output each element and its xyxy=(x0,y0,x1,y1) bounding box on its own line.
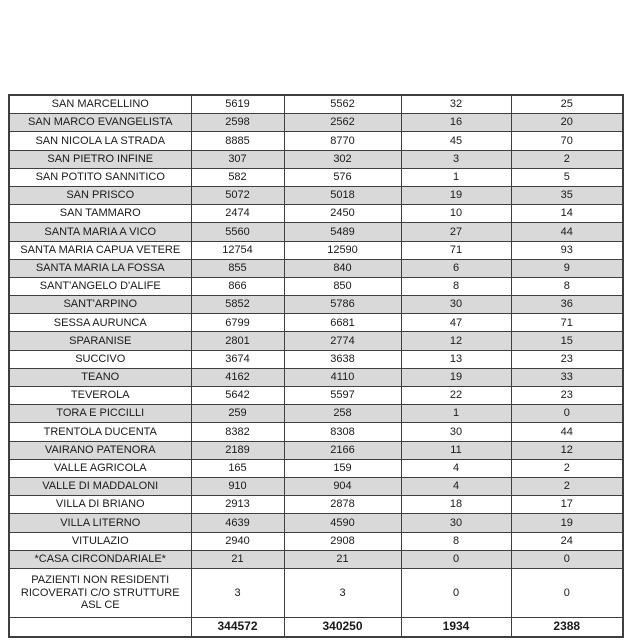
municipality-name-cell: VILLA LITERNO xyxy=(9,514,191,532)
municipality-name-cell: VILLA DI BRIANO xyxy=(9,496,191,514)
value-cell: 13 xyxy=(401,350,511,368)
value-cell: 4590 xyxy=(284,514,401,532)
value-cell: 5619 xyxy=(191,95,284,114)
table-row xyxy=(9,350,623,368)
table-row xyxy=(9,459,623,477)
municipality-name-cell: SAN NICOLA LA STRADA xyxy=(9,132,191,150)
value-cell: 5562 xyxy=(284,95,401,114)
value-cell: 258 xyxy=(284,405,401,423)
municipality-name-cell: SAN PIETRO INFINE xyxy=(9,150,191,168)
value-cell: 12754 xyxy=(191,241,284,259)
value-cell: 0 xyxy=(401,568,511,617)
totals-empty-cell xyxy=(9,617,191,637)
value-cell: 25 xyxy=(511,95,623,114)
value-cell: 12 xyxy=(511,441,623,459)
table-row xyxy=(9,241,623,259)
table-row xyxy=(9,314,623,332)
municipality-name-cell: *CASA CIRCONDARIALE* xyxy=(9,550,191,568)
table-row xyxy=(9,568,623,617)
value-cell: 5018 xyxy=(284,186,401,204)
value-cell: 2774 xyxy=(284,332,401,350)
value-cell: 24 xyxy=(511,532,623,550)
value-cell: 5852 xyxy=(191,296,284,314)
value-cell: 3 xyxy=(191,568,284,617)
table-row xyxy=(9,423,623,441)
value-cell: 6 xyxy=(401,259,511,277)
value-cell: 2913 xyxy=(191,496,284,514)
value-cell: 93 xyxy=(511,241,623,259)
value-cell: 9 xyxy=(511,259,623,277)
value-cell: 14 xyxy=(511,205,623,223)
value-cell: 165 xyxy=(191,459,284,477)
value-cell: 12590 xyxy=(284,241,401,259)
value-cell: 866 xyxy=(191,277,284,295)
municipality-name-cell: SUCCIVO xyxy=(9,350,191,368)
value-cell: 30 xyxy=(401,423,511,441)
value-cell: 2189 xyxy=(191,441,284,459)
municipality-name-cell: SANTA MARIA CAPUA VETERE xyxy=(9,241,191,259)
totals-value-cell: 1934 xyxy=(401,617,511,637)
value-cell: 35 xyxy=(511,186,623,204)
value-cell: 850 xyxy=(284,277,401,295)
value-cell: 4 xyxy=(401,477,511,495)
value-cell: 840 xyxy=(284,259,401,277)
value-cell: 2908 xyxy=(284,532,401,550)
table-row xyxy=(9,496,623,514)
value-cell: 21 xyxy=(191,550,284,568)
value-cell: 8 xyxy=(401,532,511,550)
totals-value-cell: 2388 xyxy=(511,617,623,637)
value-cell: 904 xyxy=(284,477,401,495)
municipality-name-cell: SESSA AURUNCA xyxy=(9,314,191,332)
table-row xyxy=(9,150,623,168)
value-cell: 19 xyxy=(401,186,511,204)
municipality-name-cell: PAZIENTI NON RESIDENTI RICOVERATI C/O STRUTTURE ASL CE xyxy=(9,568,191,617)
municipality-name-cell: SAN MARCELLINO xyxy=(9,95,191,114)
municipality-name-cell: TEANO xyxy=(9,368,191,386)
table-row xyxy=(9,405,623,423)
value-cell: 19 xyxy=(401,368,511,386)
municipality-name-cell: SANT'ARPINO xyxy=(9,296,191,314)
totals-row xyxy=(9,617,623,637)
value-cell: 2940 xyxy=(191,532,284,550)
value-cell: 4 xyxy=(401,459,511,477)
value-cell: 19 xyxy=(511,514,623,532)
value-cell: 2474 xyxy=(191,205,284,223)
value-cell: 2450 xyxy=(284,205,401,223)
value-cell: 3 xyxy=(401,150,511,168)
table-row xyxy=(9,387,623,405)
value-cell: 2 xyxy=(511,150,623,168)
municipality-name-cell: TEVEROLA xyxy=(9,387,191,405)
value-cell: 1 xyxy=(401,405,511,423)
table-row xyxy=(9,277,623,295)
value-cell: 27 xyxy=(401,223,511,241)
value-cell: 71 xyxy=(511,314,623,332)
table-row xyxy=(9,186,623,204)
value-cell: 8770 xyxy=(284,132,401,150)
value-cell: 4639 xyxy=(191,514,284,532)
value-cell: 855 xyxy=(191,259,284,277)
value-cell: 8382 xyxy=(191,423,284,441)
value-cell: 159 xyxy=(284,459,401,477)
value-cell: 18 xyxy=(401,496,511,514)
value-cell: 5597 xyxy=(284,387,401,405)
value-cell: 22 xyxy=(401,387,511,405)
value-cell: 2166 xyxy=(284,441,401,459)
value-cell: 307 xyxy=(191,150,284,168)
value-cell: 3674 xyxy=(191,350,284,368)
value-cell: 2878 xyxy=(284,496,401,514)
value-cell: 10 xyxy=(401,205,511,223)
municipality-name-cell: SAN POTITO SANNITICO xyxy=(9,168,191,186)
value-cell: 5642 xyxy=(191,387,284,405)
value-cell: 30 xyxy=(401,514,511,532)
value-cell: 23 xyxy=(511,350,623,368)
value-cell: 16 xyxy=(401,114,511,132)
value-cell: 11 xyxy=(401,441,511,459)
value-cell: 21 xyxy=(284,550,401,568)
table-row xyxy=(9,441,623,459)
value-cell: 3 xyxy=(284,568,401,617)
value-cell: 17 xyxy=(511,496,623,514)
value-cell: 5 xyxy=(511,168,623,186)
table-row xyxy=(9,296,623,314)
totals-value-cell: 340250 xyxy=(284,617,401,637)
municipality-name-cell: TRENTOLA DUCENTA xyxy=(9,423,191,441)
value-cell: 15 xyxy=(511,332,623,350)
value-cell: 0 xyxy=(401,550,511,568)
value-cell: 2562 xyxy=(284,114,401,132)
value-cell: 12 xyxy=(401,332,511,350)
municipality-name-cell: SPARANISE xyxy=(9,332,191,350)
value-cell: 44 xyxy=(511,223,623,241)
municipality-name-cell: VITULAZIO xyxy=(9,532,191,550)
value-cell: 6799 xyxy=(191,314,284,332)
table-row xyxy=(9,132,623,150)
municipality-name-cell: SANTA MARIA LA FOSSA xyxy=(9,259,191,277)
value-cell: 44 xyxy=(511,423,623,441)
table-row xyxy=(9,223,623,241)
value-cell: 2598 xyxy=(191,114,284,132)
table-row xyxy=(9,114,623,132)
table-row xyxy=(9,532,623,550)
value-cell: 5560 xyxy=(191,223,284,241)
value-cell: 23 xyxy=(511,387,623,405)
value-cell: 47 xyxy=(401,314,511,332)
municipality-name-cell: SANTA MARIA A VICO xyxy=(9,223,191,241)
value-cell: 2 xyxy=(511,477,623,495)
value-cell: 582 xyxy=(191,168,284,186)
value-cell: 70 xyxy=(511,132,623,150)
value-cell: 4110 xyxy=(284,368,401,386)
table-row xyxy=(9,168,623,186)
value-cell: 302 xyxy=(284,150,401,168)
value-cell: 36 xyxy=(511,296,623,314)
value-cell: 30 xyxy=(401,296,511,314)
municipality-name-cell: VAIRANO PATENORA xyxy=(9,441,191,459)
table-row xyxy=(9,95,623,114)
municipality-name-cell: VALLE DI MADDALONI xyxy=(9,477,191,495)
value-cell: 2801 xyxy=(191,332,284,350)
value-cell: 8308 xyxy=(284,423,401,441)
table-row xyxy=(9,514,623,532)
table-row xyxy=(9,550,623,568)
value-cell: 8885 xyxy=(191,132,284,150)
municipality-name-cell: SAN MARCO EVANGELISTA xyxy=(9,114,191,132)
value-cell: 5072 xyxy=(191,186,284,204)
value-cell: 32 xyxy=(401,95,511,114)
value-cell: 71 xyxy=(401,241,511,259)
value-cell: 20 xyxy=(511,114,623,132)
table-row xyxy=(9,259,623,277)
value-cell: 3638 xyxy=(284,350,401,368)
value-cell: 8 xyxy=(511,277,623,295)
value-cell: 0 xyxy=(511,405,623,423)
value-cell: 8 xyxy=(401,277,511,295)
table-row xyxy=(9,332,623,350)
value-cell: 259 xyxy=(191,405,284,423)
municipality-table-container xyxy=(8,94,624,638)
municipality-name-cell: VALLE AGRICOLA xyxy=(9,459,191,477)
table-row xyxy=(9,477,623,495)
value-cell: 910 xyxy=(191,477,284,495)
value-cell: 0 xyxy=(511,568,623,617)
totals-value-cell: 344572 xyxy=(191,617,284,637)
value-cell: 5786 xyxy=(284,296,401,314)
municipality-name-cell: SAN PRISCO xyxy=(9,186,191,204)
table-row xyxy=(9,205,623,223)
municipality-patients-table xyxy=(8,94,624,638)
value-cell: 45 xyxy=(401,132,511,150)
value-cell: 1 xyxy=(401,168,511,186)
value-cell: 2 xyxy=(511,459,623,477)
value-cell: 5489 xyxy=(284,223,401,241)
value-cell: 0 xyxy=(511,550,623,568)
value-cell: 6681 xyxy=(284,314,401,332)
municipality-name-cell: TORA E PICCILLI xyxy=(9,405,191,423)
value-cell: 576 xyxy=(284,168,401,186)
municipality-name-cell: SAN TAMMARO xyxy=(9,205,191,223)
municipality-name-cell: SANT'ANGELO D'ALIFE xyxy=(9,277,191,295)
value-cell: 33 xyxy=(511,368,623,386)
value-cell: 4162 xyxy=(191,368,284,386)
table-row xyxy=(9,368,623,386)
